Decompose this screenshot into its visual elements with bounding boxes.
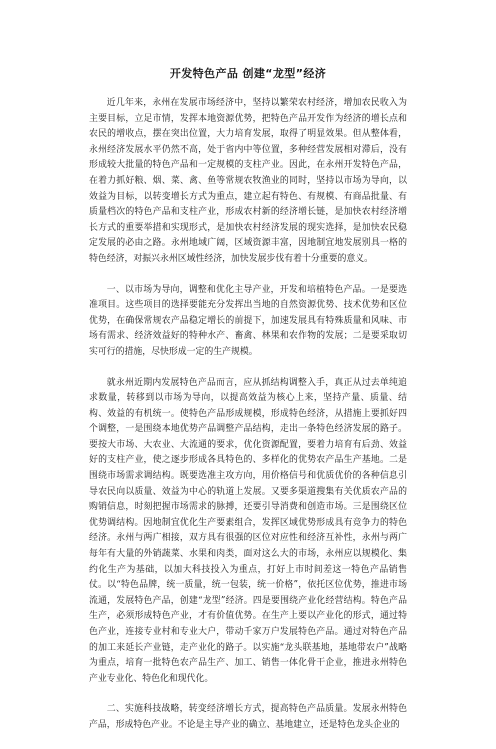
paragraph-section-one: 一、以市场为导向，调整和优化主导产业，开发和培植特色产品。一是要选准项目。这些项目的选择要能充分发挥出当地的自然资源优势、技术优势和区位优势，在确保常规农产品稳定增长的前提下，加速发展具有特殊质量和风味、市场有需求、经济效益好的特种水产、畜禽、林果和农作物的发展；二是要采取切实可行的措施，尽快形成一定的生产规模。 <box>89 284 407 357</box>
paragraph-section-two: 二、实施科技战略，转变经济增长方式，提高特色产品质量。发展永州特色产品，形成特色产业。不论是主导产业的确立、基地建立，还是特色龙头企业的 <box>89 704 407 730</box>
paragraph-structure-adjustment: 就永州近期内发展特色产品而言，应从抓结构调整入手，真正从过去单纯追求数量，转移到以市场为导向，以提高效益为核心上来，坚持产量、质量、结构、效益的有机统一。使特色产品形成规模，形成特色经济，从措施上要抓好四个调整，一是围绕本地优势产品调整产品结构，走出一条特色经济发展的路子。要按大市场、大农业、大流通的要求，优化资源配置，要着力培育有后劲、效益好的支柱产业，使之逐步形成各具特色的、多样化的优势农产品生产基地。二是围绕市场需求调结构。既要选准主攻方向，用价格信号和优质优价的各种信息引导农民向以质量、效益为中心的轨道上发展。又要多渠道搜集有关优质农产品的购销信息，时刻把握市场需求的脉搏，还要引导消费和创造市场。三是围绕区位优势调结构。因地制宜优化生产要素组合，发挥区域优势形成具有竞争力的特色经济。永州与两广相接，双方具有很强的区位对应性和经济互补性，永州与两广每年有大量的外销蔬菜、水果和肉类，面对这么大的市场，永州应以规模化、集约化生产为基础，以加大科技投入为重点，打好上市时间差这一特色产品销售仗。以“特色品牌，统一质量，统一包装，统一价格”，依托区位优势，推进市场流通，发展特色产品，创建“龙型”经济。四是要围绕产业化经营结构。特色产品生产，必须形成特色产业，才有价值优势。在生产上要以产业化的形式，通过特色产业，连接专业村和专业大户，带动千家万户发展特色产品。通过对特色产品的加工来延长产业链，走产业化的路子。以实施“龙头联基地，基地带农户”战略为重点，培育一批特色农产品生产、加工、销售一体化骨干企业，推进永州特色产业专业化、特色化和现代化。 <box>89 377 407 684</box>
document-title: 开发特色产品 创建“龙型”经济 <box>169 67 327 80</box>
document-body <box>89 96 407 749</box>
paragraph-intro: 近几年来，永州在发展市场经济中，坚持以繁荣农村经济，增加农民收入为主要目标，立足市情，发挥本地资源优势，把特色产品开发作为经济的增长点和农民的增收点，摆在突出位置，大力培育发展，取得了明显效果。但从整体看，永州经济发展水平仍然不高，处于省内中等位置，多种经营发展相对滞后，没有形成较大批量的特色产品和一定规模的支柱产业。因此，在永州开发特色产品，在着力抓好粮、烟、菜、禽、鱼等常规农牧渔业的同时，坚持以市场为导向，以效益为目标，以转变增长方式为重点，建立起有特色、有规模、有商品批量、有质量档次的特色产品和支柱产业，形成农村新的经济增长链，是加快农村经济增长方式的重要举措和实现形式，是加快农村经济发展的现实选择，是加快农民稳定发展的必由之路。永州地域广阔，区域资源丰富，因地制宜地发展别具一格的特色经济，对振兴永州区域性经济，加快发展步伐有着十分重要的意义。 <box>89 98 407 264</box>
